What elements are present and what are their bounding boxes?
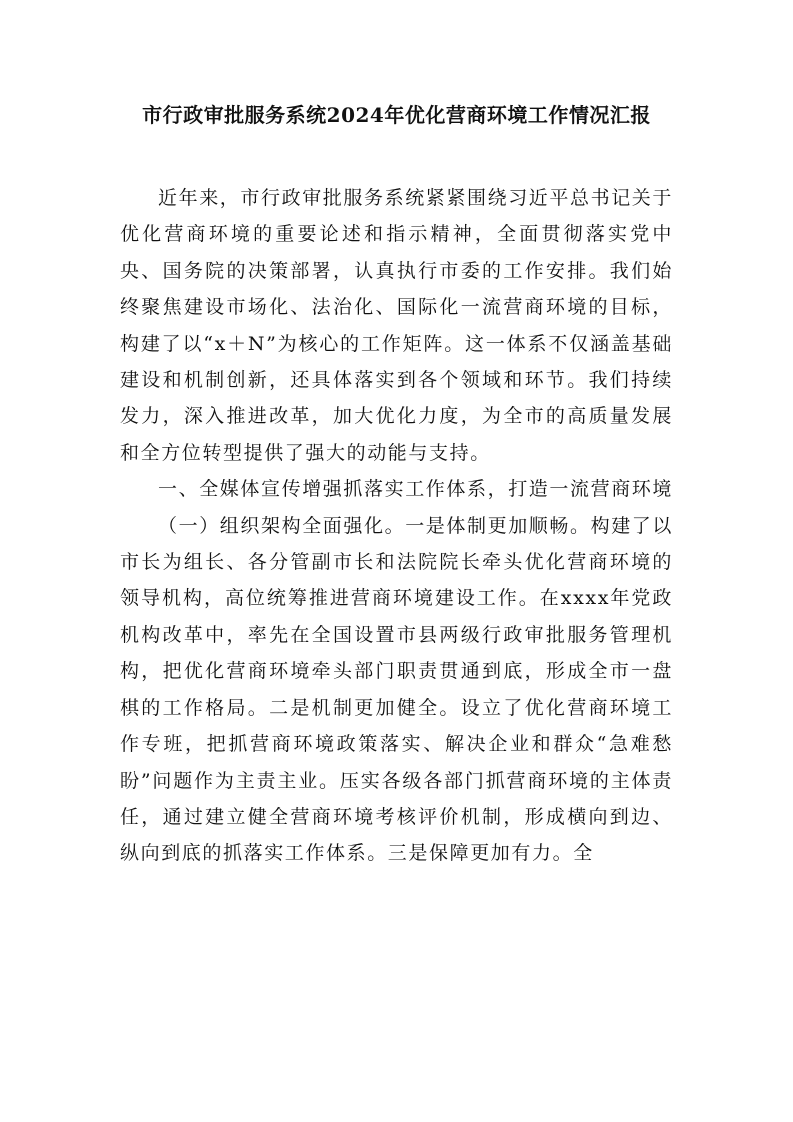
section-heading-1: 一、全媒体宣传增强抓落实工作体系，打造一流营商环境	[158, 478, 674, 501]
document-title: 市行政审批服务系统2024年优化营商环境工作情况汇报	[142, 103, 651, 127]
intro-paragraph: 近年来，市行政审批服务系统紧紧围绕习近平总书记关于优化营商环境的重要论述和指示精神，全面贯彻落实党中央、国务院的决策部署，认真执行市委的工作安排。我们始终聚焦建设市场化、法治化、国际化一流营商环境的目标，构建了以“x＋N”为核心的工作矩阵。这一体系不仅涵盖基础建设和机制创新，还具体落实到各个领域和环节。我们持续发力，深入推进改革，加大优化力度，为全市的高质量发展和全方位转型提供了强大的动能与支持。	[120, 187, 674, 464]
subsection-paragraph-1: （一）组织架构全面强化。一是体制更加顺畅。构建了以市长为组长、各分管副市长和法院院长牵头优化营商环境的领导机构，高位统筹推进营商环境建设工作。在xxxx年党政机构改革中，率先在全国设置市县两级行政审批服务管理机构，把优化营商环境牵头部门职责贯通到底，形成全市一盘棋的工作格局。二是机制更加健全。设立了优化营商环境工作专班，把抓营商环境政策落实、解决企业和群众“急难愁盼”问题作为主责主业。压实各级各部门抓营商环境的主体责任，通过建立健全营商环境考核评价机制，形成横向到边、纵向到底的抓落实工作体系。三是保障更加有力。全	[120, 514, 674, 865]
document-body	[120, 180, 673, 872]
